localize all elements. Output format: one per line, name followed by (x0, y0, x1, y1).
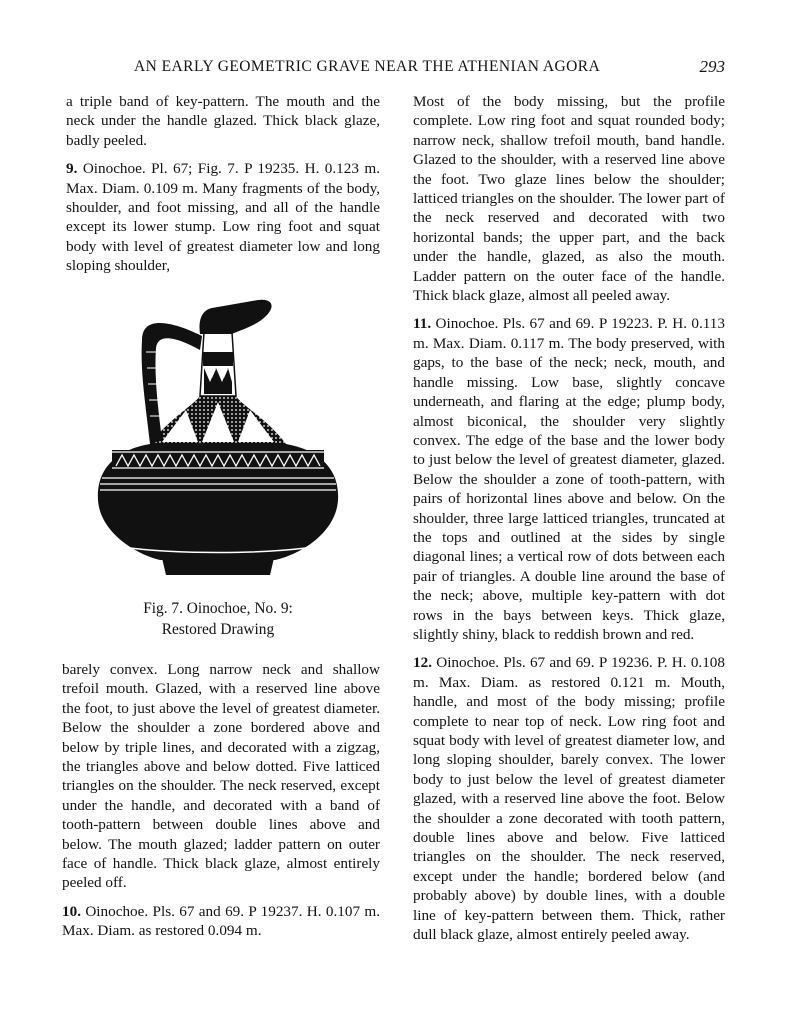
left-column-bottom (62, 660, 380, 950)
page-number: 293 (699, 57, 725, 76)
paragraph-continuation: barely convex. Long narrow neck and shallow trefoil mouth. Glazed, with a reserved line above the foot, to just above the level of greatest diameter. Below the shoulder a zone bordered above and below by triple lines, and decorated with a zigzag, the triangles above and below dotted. Five latticed triangles on the shoulder. The neck reserved, except under the handle, and decorated with a band of tooth-pattern between double lines above and below. The mouth glazed; ladder pattern on outer face of handle. Thick black glaze, almost entirely peeled off. (62, 661, 380, 892)
entry-text: Oinochoe. Pls. 67 and 69. P 19223. P. H. 0.113 m. Max. Diam. 0.117 m. The body preserved, with gaps, to the base of the neck; neck, mouth, and handle missing. Low base, slightly concave underneath, and flaring at the edge; plump body, almost biconical, the shoulder very slightly convex. The edge of the base and the lower body to just below the level of greatest diameter, glazed. Below the shoulder a zone of tooth-pattern, with pairs of horizontal lines above and below. On the shoulder, three large latticed triangles, truncated at the tops and outlined at the sides by single diagonal lines; a vertical row of dots between each pair of triangles. A double line around the base of the neck; above, multiple key-pattern with dot rows in the bays between keys. Thick glaze, slightly shiny, black to reddish brown and red. (413, 315, 725, 643)
running-title: AN EARLY GEOMETRIC GRAVE NEAR THE ATHENIAN AGORA (134, 58, 601, 75)
paragraph-continuation: Most of the body missing, but the profile complete. Low ring foot and squat rounded body; narrow neck, shallow trefoil mouth, band handle. Glazed to the shoulder, with a reserved line above the foot. Two glaze lines below the shoulder; latticed triangles on the shoulder. The lower part of the neck reserved and decorated with two horizontal bands; the upper part, and the back under the handle, glazed, as also the mouth. Ladder pattern on the outer face of the handle. Thick black glaze, almost all peeled away. (413, 93, 725, 305)
catalogue-entry-11 (413, 314, 725, 644)
catalogue-entry-10 (62, 902, 380, 941)
entry-text: Oinochoe. Pls. 67 and 69. P 19236. P. H. 0.108 m. Max. Diam. as restored 0.121 m. Mouth, handle, and most of the body missing; profile complete to near top of neck. Low ring foot and squat body with level of greatest diameter low, and long sloping shoulder, barely convex. The lower body to just below the level of greatest diameter glazed, with a reserved line above the foot. Below the shoulder a zone decorated with tooth pattern, double lines above and below. Five latticed triangles on the shoulder. The neck reserved, except under the handle; bordered below (and probably above) by double lines, with a double line of key-pattern between them. Thick, rather dull black glaze, almost entirely peeled away. (413, 654, 725, 944)
left-column-top (66, 92, 380, 285)
entry-number: 12. (413, 654, 432, 672)
page-header (62, 58, 725, 82)
paragraph-continuation: a triple band of key-pattern. The mouth and the neck under the handle glazed. Thick black glaze, badly peeled. (66, 93, 380, 149)
entry-number: 10. (62, 902, 81, 920)
vase-mouth (200, 300, 272, 334)
entry-text: Oinochoe. Pl. 67; Fig. 7. P 19235. H. 0.123 m. Max. Diam. 0.109 m. Many fragments of the body, shoulder, and foot missing, and all of the handle except its lower stump. Low ring foot and squat body with level of greatest diameter low and long sloping shoulder, (66, 160, 380, 275)
figure-caption (66, 598, 370, 640)
oinochoe-drawing (90, 292, 345, 582)
entry-number: 11. (413, 315, 432, 333)
vase-foot (162, 558, 274, 575)
caption-line: Restored Drawing (161, 621, 275, 638)
catalogue-entry-12 (413, 653, 725, 944)
entry-number: 9. (66, 160, 78, 178)
catalogue-entry-9 (66, 159, 380, 275)
entry-text: Oinochoe. Pls. 67 and 69. P 19237. H. 0.107 m. Max. Diam. as restored 0.094 m. (62, 902, 380, 940)
right-column (413, 92, 725, 953)
caption-line: Fig. 7. Oinochoe, No. 9: (143, 600, 293, 617)
